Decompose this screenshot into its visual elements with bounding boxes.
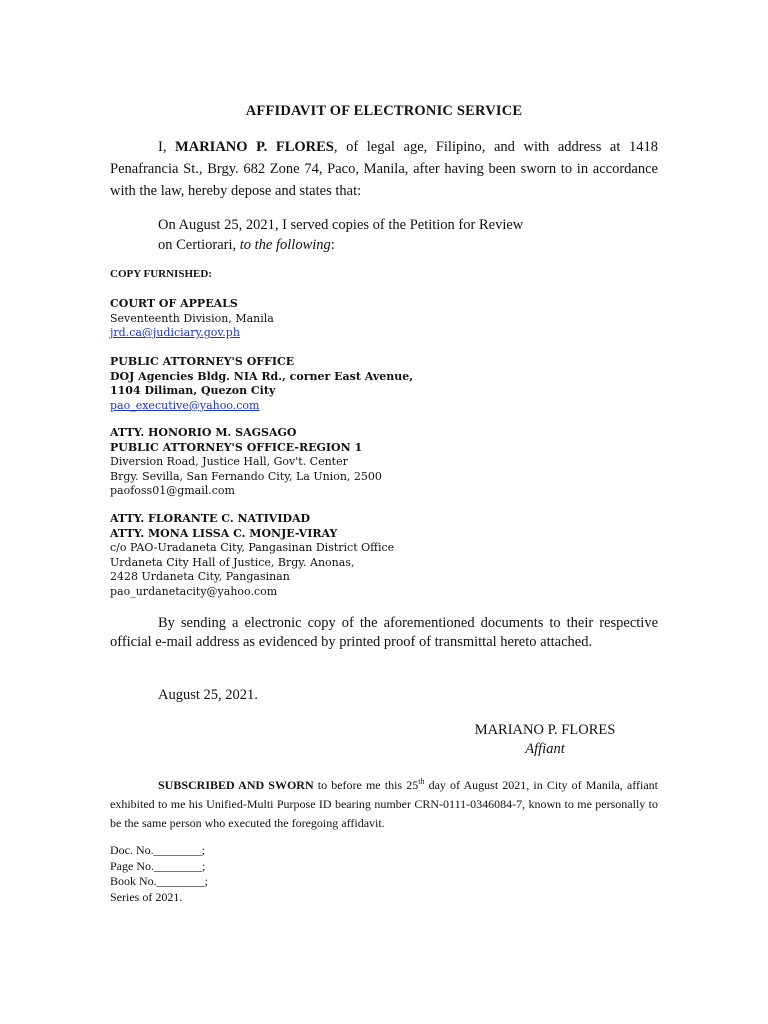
affidavit-date: August 25, 2021.	[158, 687, 258, 703]
recipient-line: c/o PAO-Uradaneta City, Pangasinan District Office	[110, 541, 395, 555]
served-line-2	[158, 235, 628, 255]
signature-block	[430, 721, 660, 759]
recipient-line: Diversion Road, Justice Hall, Gov't. Center	[110, 455, 348, 469]
recipient-urdaneta	[110, 512, 630, 600]
intro-text: , of legal age, Filipino, and with address at 1418 Penafrancia St., Brgy. 682 Zone 74, Paco, Manila, after having been sworn to in accordance with the law, hereby depose and states that:	[110, 139, 658, 199]
notary-series: Series of 2021.	[110, 889, 183, 904]
recipient-bold-line: PUBLIC ATTORNEY'S OFFICE-REGION 1	[110, 440, 363, 454]
served-line-1: On August 25, 2021, I served copies of the Petition for Review	[158, 217, 524, 233]
recipient-bold-line: 1104 Diliman, Quezon City	[110, 384, 276, 398]
recipient-bold-line: PUBLIC ATTORNEY'S OFFICE	[110, 355, 295, 368]
recipient-line: Brgy. Sevilla, San Fernando City, La Union, 2500	[110, 469, 382, 483]
recipient-bold-line: ATTY. HONORIO M. SAGSAGO	[110, 426, 297, 439]
signer-role: Affiant	[525, 741, 565, 757]
recipient-email: paofoss01@gmail.com	[110, 484, 235, 498]
recipient-bold-line: DOJ Agencies Bldg. NIA Rd., corner East Avenue,	[110, 369, 414, 383]
jurat-superscript: th	[418, 777, 425, 786]
intro-paragraph	[110, 136, 658, 202]
recipient-bold-line: ATTY. FLORANTE C. NATIVIDAD	[110, 512, 311, 525]
served-line-2-italic: to the following	[239, 237, 331, 253]
recipient-bold-line: ATTY. MONA LISSA C. MONJE-VIRAY	[110, 526, 338, 540]
recipient-public-attorneys-office	[110, 355, 630, 413]
jurat-text-1: to before me this 25	[313, 778, 419, 792]
recipient-email-link[interactable]: jrd.ca@judiciary.gov.ph	[110, 326, 240, 340]
notary-book-no: Book No.________;	[110, 874, 209, 888]
recipient-bold-line: COURT OF APPEALS	[110, 297, 238, 310]
recipient-region-1	[110, 426, 630, 499]
intro-prefix: I,	[158, 139, 176, 155]
copy-furnished-heading: COPY FURNISHED:	[110, 268, 212, 280]
affiant-name-inline: MARIANO P. FLORES	[175, 139, 334, 155]
recipient-line: Urdaneta City Hall of Justice, Brgy. Anonas,	[110, 555, 355, 569]
recipient-email-link[interactable]: pao_executive@yahoo.com	[110, 398, 260, 412]
recipient-line: 2428 Urdaneta City, Pangasinan	[110, 570, 290, 584]
closing-paragraph: By sending a electronic copy of the aforementioned documents to their respective official e-mail address as evidenced by printed proof of transmittal hereto attached.	[110, 615, 658, 650]
document-title: AFFIDAVIT OF ELECTRONIC SERVICE	[245, 103, 523, 119]
jurat-paragraph	[110, 772, 658, 833]
served-statement	[158, 215, 628, 255]
jurat-text-2: day of August 2021, in City of Manila, affiant exhibited to me his Unified-Multi Purpose ID bearing number CRN-0111-0346084-7, known to me personally to be the same person who executed the foregoing affidavit.	[110, 778, 659, 830]
signer-name: MARIANO P. FLORES	[474, 722, 616, 738]
notary-details	[110, 843, 208, 905]
notary-doc-no: Doc. No.________;	[110, 843, 205, 857]
recipient-email: pao_urdanetacity@yahoo.com	[110, 584, 278, 598]
notary-page-no: Page No.________;	[110, 858, 206, 873]
served-line-2-end: :	[330, 237, 335, 253]
recipient-line: Seventeenth Division, Manila	[110, 311, 274, 325]
served-line-2-text: on Certiorari,	[158, 237, 240, 253]
recipient-court-of-appeals	[110, 297, 630, 341]
jurat-bold: SUBSCRIBED AND SWORN	[158, 778, 314, 792]
